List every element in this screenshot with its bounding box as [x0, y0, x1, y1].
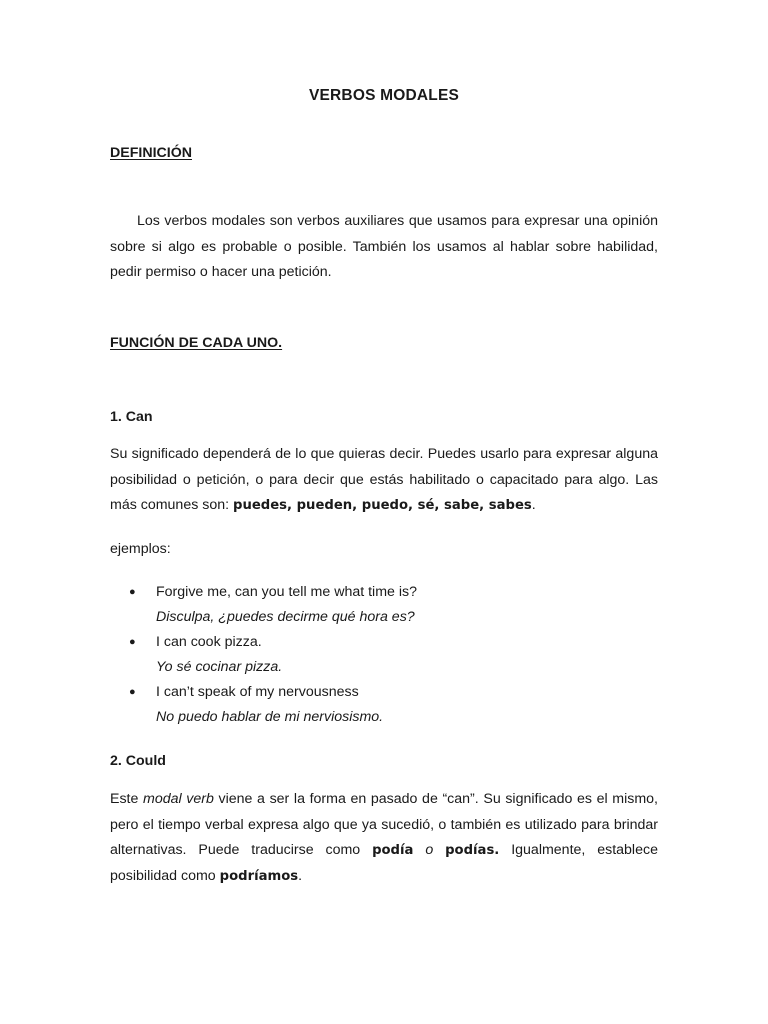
can-bold-words: puedes, pueden, puedo, sé, sabe, sabes: [233, 498, 532, 513]
could-text: Este: [110, 791, 144, 807]
examples-label: ejemplos:: [110, 541, 171, 557]
example-english: I can cook pizza.: [156, 634, 262, 650]
can-paragraph: [110, 442, 658, 519]
list-item: [110, 580, 670, 630]
example-spanish: Yo sé cocinar pizza.: [156, 659, 283, 675]
list-item: [110, 680, 670, 730]
section-heading-funcion: FUNCIÓN DE CADA UNO.: [110, 335, 283, 351]
could-bold-podia: podía: [372, 843, 414, 858]
could-modal-verb: modal verb: [143, 791, 214, 807]
definicion-paragraph: Los verbos modales son verbos auxiliares que usamos para expresar una opinión sobre si algo es probable o posible. También los usamos al hablar sobre habilidad, pedir permiso o hacer una petición.: [110, 213, 658, 280]
example-spanish: No puedo hablar de mi nerviosismo.: [156, 709, 384, 725]
could-text: [433, 842, 445, 858]
could-text: Igualmente, establece posibilidad como: [110, 842, 658, 884]
list-item: [110, 630, 670, 680]
page-title: VERBOS MODALES: [308, 87, 460, 104]
bullet-icon: ●: [129, 686, 136, 698]
could-text: [413, 842, 425, 858]
subheading-can: 1. Can: [110, 409, 153, 425]
section-heading-definicion: DEFINICIÓN: [110, 145, 192, 161]
could-paragraph: [110, 787, 658, 889]
bullet-icon: ●: [129, 586, 136, 598]
could-text: viene a ser la forma en pasado de “can”. Su significado es el mismo, pero el tiempo verbal expresa algo que ya sucedió, o también es utilizado para brindar alternativas. Puede traducirse como: [110, 791, 658, 858]
can-text-before: Su significado dependerá de lo que quieras decir. Puedes usarlo para expresar alguna posibilidad o petición, o para decir que estás habilitado o capacitado para algo. Las más comunes son:: [110, 446, 658, 513]
can-text-after: .: [531, 497, 536, 513]
subheading-could: 2. Could: [110, 753, 166, 769]
bullet-icon: ●: [129, 636, 136, 648]
could-bold-podias: podías.: [445, 843, 500, 858]
could-italic-o: o: [425, 842, 434, 858]
example-english: Forgive me, can you tell me what time is?: [156, 584, 417, 600]
example-english: I can’t speak of my nervousness: [156, 684, 359, 700]
example-spanish: Disculpa, ¿puedes decirme qué hora es?: [156, 609, 415, 625]
examples-list: [110, 580, 670, 730]
could-bold-podriamos: podríamos: [219, 868, 299, 884]
could-text: .: [298, 867, 303, 884]
